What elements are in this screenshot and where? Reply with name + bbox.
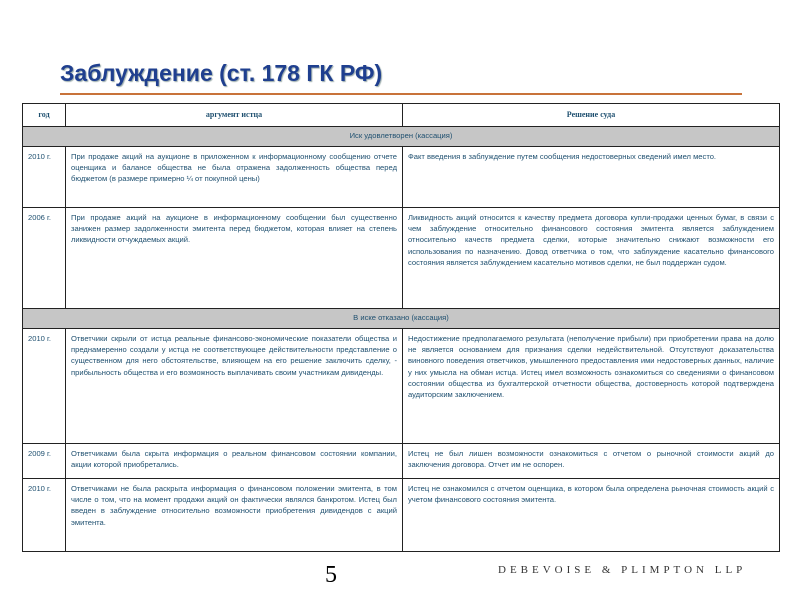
- year-cell: 2010 г.: [23, 479, 66, 552]
- decision-cell: Недостижение предполагаемого результата (неполучение прибыли) при приобретении права на долю не является основанием для признания сделки недействительной. Отсутствуют доказательства виновного поведения ответчиков, умышленного предоставления ими недостоверных данных, наличие у них умысла на обман истца. Истец имел возможность ознакомиться со сведениями о финансовом состоянии общества из бухгалтерской отчетности общества, достоверность которой подтверждена аудиторским заключением.: [403, 329, 780, 444]
- table-row: [23, 208, 780, 309]
- year-cell: 2010 г.: [23, 329, 66, 444]
- table-row: [23, 444, 780, 479]
- table-row: [23, 479, 780, 552]
- decision-cell: Факт введения в заблуждение путем сообщения недостоверных сведений имел место.: [403, 147, 780, 208]
- year-cell: 2009 г.: [23, 444, 66, 479]
- argument-cell: Ответчиками не была раскрыта информация о финансовом положении эмитента, в том числе о том, что на момент продажи акций он фактически являлся банкротом. Истец был введен в заблуждение относительно возможности приобретения дивидендов с акций эмитента.: [66, 479, 403, 552]
- page-number: 5: [325, 562, 337, 588]
- title-underline: [60, 93, 742, 95]
- argument-cell: При продаже акций на аукционе в приложенном к информационному сообщению отчете оценщика и балансе общества не была отражена задолженность общества перед бюджетом (в размере примерно ¼ от покупной цены): [66, 147, 403, 208]
- table-row: [23, 147, 780, 208]
- argument-cell: При продаже акций на аукционе в информационному сообщении был существенно занижен размер задолженности эмитента перед бюджетом, которая влияет на степень ликвидности отчуждаемых акций.: [66, 208, 403, 309]
- decision-cell: Истец не был лишен возможности ознакомиться с отчетом о рыночной стоимости акций до заключения договора. Отчет им не оспорен.: [403, 444, 780, 479]
- header-argument: аргумент истца: [66, 104, 403, 127]
- argument-cell: Ответчиками была скрыта информация о реальном финансовом состоянии компании, акции которой приобретались.: [66, 444, 403, 479]
- year-cell: 2010 г.: [23, 147, 66, 208]
- table-header-row: [23, 104, 780, 127]
- slide-title: Заблуждение (ст. 178 ГК РФ): [60, 60, 383, 86]
- year-cell: 2006 г.: [23, 208, 66, 309]
- section-satisfied: Иск удовлетворен (кассация): [23, 127, 780, 147]
- section-denied: В иске отказано (кассация): [23, 309, 780, 329]
- argument-cell: Ответчики скрыли от истца реальные финансово-экономические показатели общества и преднамеренно создали у истца не соответствующее действительности представление о существенном для него обстоятельстве, влияющем на его решение заключить сделку, - прибыльность общества и его возможность выплачивать своим участникам дивиденды.: [66, 329, 403, 444]
- header-year: год: [23, 104, 66, 127]
- cases-table: [22, 103, 780, 552]
- decision-cell: Ликвидность акций относится к качеству предмета договора купли-продажи ценных бумаг, в связи с чем заблуждение относительно финансового состояния эмитента является заблуждением относительно качеств предмета сделки, которые значительно снижают возможности его использования по назначению. Довод ответчика о том, что заблуждение касательно финансового состояния является заблуждением касательно мотивов сделки, не был поддержан судом.: [403, 208, 780, 309]
- table-row: [23, 329, 780, 444]
- header-decision: Решение суда: [403, 104, 780, 127]
- company-logo: DEBEVOISE & PLIMPTON LLP: [498, 564, 747, 576]
- decision-cell: Истец не ознакомился с отчетом оценщика, в котором была определена рыночная стоимость акций с учетом финансового состояния эмитента.: [403, 479, 780, 552]
